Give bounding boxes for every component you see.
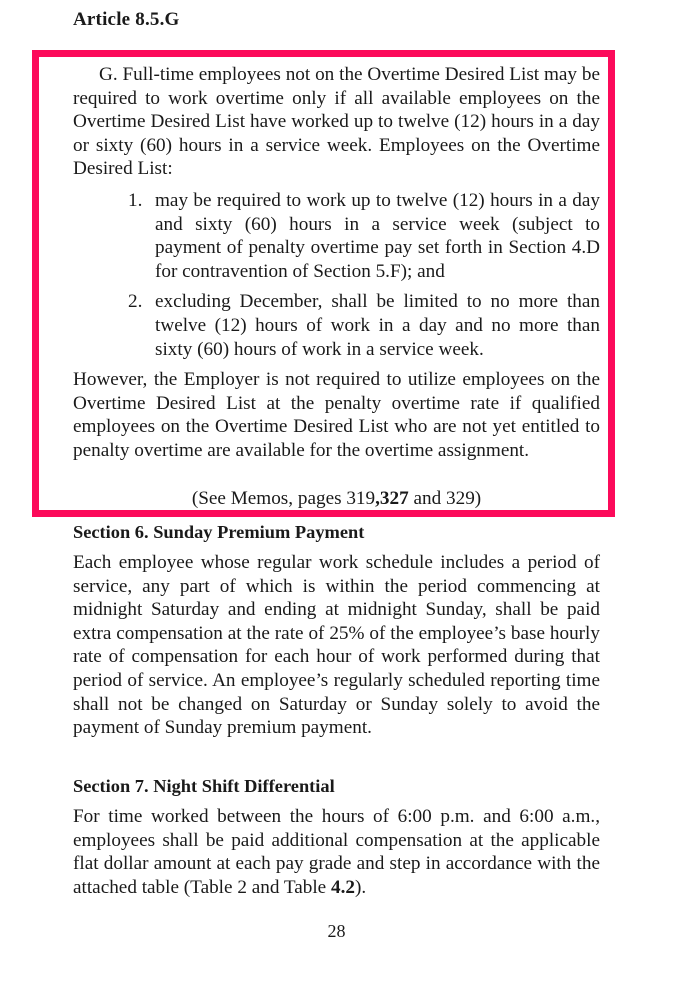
section-7-heading: Section 7. Night Shift Differential (73, 776, 335, 796)
list-item-marker: 2. (128, 291, 143, 313)
highlight-intro-paragraph: G. Full-time employees not on the Overtime Desired List may be required to work overtime only if all available employees on the Overtime Desired List have worked up to twelve (12) hours in a day or sixty (60) hours in a service week. Employees on the Overtime Desired List: (73, 64, 600, 180)
page-number: 28 (327, 921, 346, 941)
highlight-closing-paragraph: However, the Employer is not required to utilize employees on the Overtime Desired List at the penalty overtime rate if qualified employees on the Overtime Desired List who are not yet entitled to penalty overtime are available for the overtime assignment. (73, 369, 600, 461)
section-7-table-reference: 4.2 (331, 876, 355, 898)
list-item-marker: 1. (128, 190, 143, 211)
memo-reference-note (73, 487, 600, 511)
memo-suffix: and 329) (408, 488, 482, 509)
memo-prefix: (See Memos, pages 319 (191, 488, 376, 509)
list-item (128, 189, 600, 283)
section-7-block (73, 775, 600, 899)
memo-reference-block (73, 487, 600, 511)
overtime-numbered-list (128, 189, 600, 361)
memo-bold-comma: , (375, 488, 380, 509)
section-6-block (73, 521, 600, 740)
highlight-closing-block (73, 368, 600, 462)
section-7-paragraph-suffix: ). (354, 876, 367, 898)
list-item-text: excluding December, shall be limited to no more than twelve (12) hours of work in a day and no more than sixty (60) hours of work in a service week. (155, 291, 600, 360)
memo-bold-page: 327 (379, 488, 409, 509)
section-7-paragraph-prefix: For time worked between the hours of 6:00 p.m. and 6:00 a.m., employees shall be paid additional compensation at the applicable flat dollar amount at each pay grade and step in accordance with the attached table (Table 2 and Table (73, 806, 600, 898)
section-6-paragraph: Each employee whose regular work schedule includes a period of service, any part of which is within the period commencing at midnight Saturday and ending at midnight Sunday, shall be paid extra compensation at the rate of 25% of the employee’s base hourly rate of compensation for each hour of work performed during that period of service. An employee’s regularly scheduled reporting time shall not be changed on Saturday or Sunday solely to avoid the payment of Sunday premium payment. (73, 552, 600, 739)
list-item (128, 290, 600, 361)
section-7-paragraph (73, 805, 600, 899)
section-6-heading: Section 6. Sunday Premium Payment (73, 522, 365, 542)
highlight-intro-block (73, 63, 600, 181)
list-item-text: may be required to work up to twelve (12) hours in a day and sixty (60) hours in a service week (subject to payment of penalty overtime pay set forth in Section 4.D for contravention of Section 5.F); and (155, 190, 600, 282)
article-heading: Article 8.5.G (73, 9, 180, 30)
